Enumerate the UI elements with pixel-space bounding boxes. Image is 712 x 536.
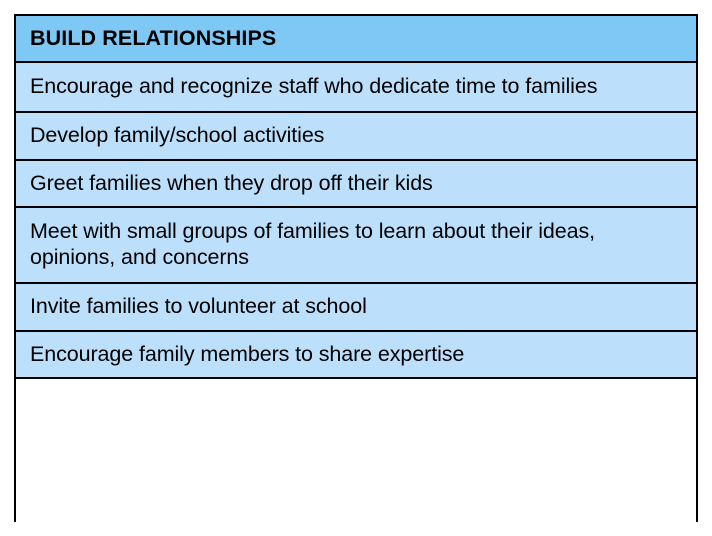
- table-row: [16, 284, 696, 331]
- table-row-text: Encourage family members to share expertise: [30, 341, 465, 366]
- table-row-text: Invite families to volunteer at school: [30, 294, 367, 319]
- table-row-text: Encourage and recognize staff who dedicate time to families: [30, 74, 598, 99]
- table-row: [16, 332, 696, 379]
- table-header-row: [16, 16, 696, 63]
- table-row-text: Develop family/school activities: [30, 123, 325, 148]
- table-row: [16, 208, 696, 284]
- table-row-text: Meet with small groups of families to learn about their ideas, opinions, and concerns: [30, 218, 596, 270]
- table-body: [14, 14, 698, 522]
- table-row: [16, 161, 696, 208]
- table-row: [16, 113, 696, 160]
- table-row: [16, 63, 696, 113]
- table-header-label: BUILD RELATIONSHIPS: [30, 26, 277, 50]
- table-row-text: Greet families when they drop off their kids: [30, 170, 433, 195]
